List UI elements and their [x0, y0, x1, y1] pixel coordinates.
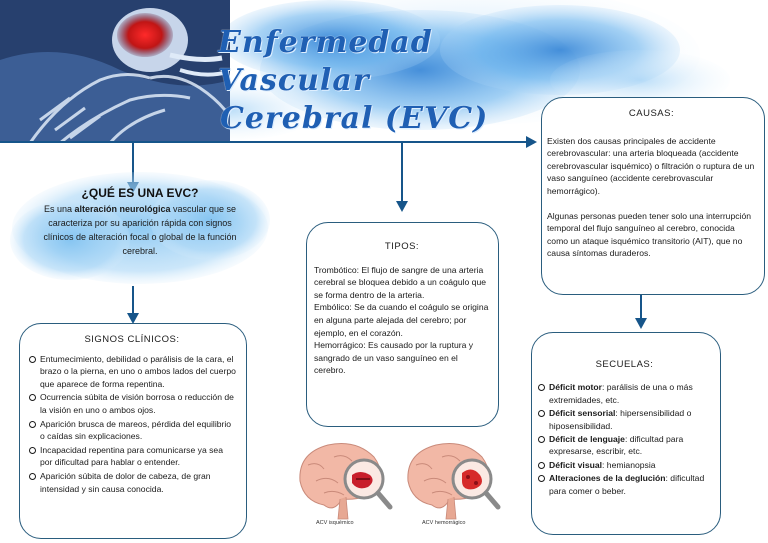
tipos-paragraph: Embólico: Se da cuando el coágulo se origina en alguna parte alejada del cerebro; por ejemplo, en el corazón.	[314, 302, 489, 338]
connector-line-horizontal	[0, 141, 530, 143]
secuelas-title: SECUELAS:	[595, 359, 654, 370]
secuelas-list	[537, 381, 712, 497]
arrow-down-secuelas-icon	[635, 318, 647, 330]
list-item: Déficit motor: parálisis de una o más extremidades, etc.	[537, 381, 712, 406]
page-title	[218, 24, 548, 138]
list-item: Alteraciones de la deglución: dificultad para comer o beber.	[537, 472, 712, 497]
list-item: Ocurrencia súbita de visión borrosa o reducción de la visión en uno o ambos ojos.	[28, 391, 236, 416]
brain-illustration	[294, 435, 506, 527]
title-line-1: Enfermedad Vascular	[218, 25, 433, 98]
signos-box	[19, 323, 247, 539]
hemorrhagic-brain-icon	[408, 444, 498, 520]
causas-paragraph: Existen dos causas principales de accidente cerebrovascular: una arteria bloqueada (accidente cerebrovascular isquémico) o filtración o ruptura de un vaso sanguíneo (accidente cerebrovascular hemorrágico).	[547, 135, 755, 196]
caption-hemorrhagic: ACV hemorrágico	[422, 520, 466, 526]
list-item: Aparición brusca de mareos, pérdida del equilibrio o caídas sin explicaciones.	[28, 418, 236, 443]
tipos-paragraph: Trombótico: El flujo de sangre de una arteria cerebral se bloquea debido a un coágulo que se forma dentro de la arteria.	[314, 264, 487, 300]
list-item: Déficit visual: hemianopsia	[537, 459, 712, 471]
ischemic-brain-icon	[300, 444, 390, 520]
caption-ischemic: ACV isquémico	[316, 520, 354, 526]
definition-panel	[10, 170, 270, 285]
list-item: Entumecimiento, debilidad o parálisis de la cara, el brazo o la pierna, en uno o ambos lados del cuerpo que aparece de forma repentina.	[28, 353, 236, 391]
definition-bold: alteración neurológica	[74, 204, 171, 214]
list-item: Déficit sensorial: hipersensibilidad o hiposensibilidad.	[537, 407, 712, 432]
signos-title: SIGNOS CLÍNICOS:	[84, 334, 180, 345]
connector-line-signos	[132, 286, 134, 316]
connector-line-tipos	[401, 143, 403, 203]
definition-title: ¿QUÉ ES UNA EVC?	[81, 186, 199, 200]
title-line-2: Cerebral (EVC)	[220, 101, 489, 136]
tipos-box	[306, 222, 499, 427]
causas-paragraph: Algunas personas pueden tener solo una interrupción temporal del flujo sanguíneo al cerebro, conocida como un ataque isquémico transitorio (AIT), que no causa síntomas duraderos.	[547, 210, 752, 259]
stroke-illustrations	[294, 435, 506, 527]
arrow-down-tipos-icon	[396, 201, 408, 213]
causas-title: CAUSAS:	[628, 108, 675, 119]
list-item: Incapacidad repentina para comunicarse ya sea por dificultad para hablar o entender.	[28, 444, 236, 469]
tipos-paragraph: Hemorrágico: Es causado por la ruptura y sangrado de un vaso sanguíneo en el cerebro.	[314, 340, 474, 376]
list-item: Déficit de lenguaje: dificultad para expresarse, escribir, etc.	[537, 433, 712, 458]
signos-list	[28, 353, 236, 496]
list-item: Aparición súbita de dolor de cabeza, de gran intensidad y sin causa conocida.	[28, 470, 236, 495]
causas-box	[541, 97, 765, 295]
definition-text: Es una alteración neurológica vascular que se caracteriza por su aparición rápida con signos clínicos de alteración focal o global de la función cerebral.	[43, 204, 237, 256]
arrow-head-right-icon	[526, 136, 538, 148]
connector-line-secuelas	[640, 294, 642, 320]
secuelas-box	[531, 332, 721, 535]
tipos-title: TIPOS:	[384, 241, 420, 252]
